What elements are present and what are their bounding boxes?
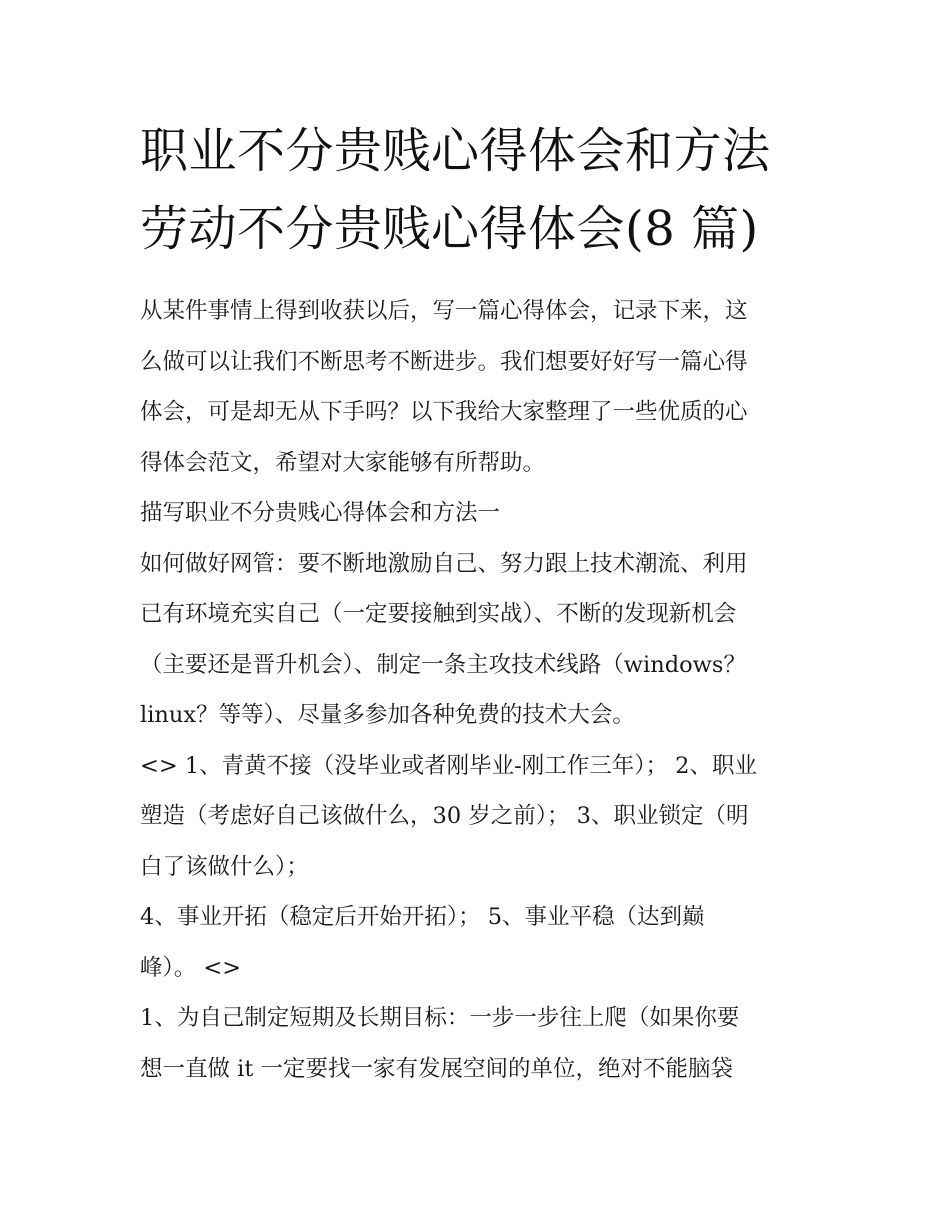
document-page <box>140 112 820 1094</box>
document-body <box>140 286 820 1094</box>
body-line: 已有环境充实自己（一定要接触到实战）、不断的发现新机会 <box>140 601 737 627</box>
body-line: 么做可以让我们不断思考不断进步。我们想要好好写一篇心得 <box>140 348 748 375</box>
body-line: 如何做好网管：要不断地激励自己、努力跟上技术潮流、利用 <box>140 550 748 577</box>
title-line: 职业不分贵贱心得体会和方法 <box>140 123 771 179</box>
body-line: linux？等等）、尽量多参加各种免费的技术大会。 <box>140 702 635 728</box>
body-line: 体会，可是却无从下手吗？以下我给大家整理了一些优质的心 <box>140 399 748 425</box>
document-title <box>140 112 820 268</box>
body-line: （主要还是晋升机会）、制定一条主攻技术线路（windows？ <box>140 651 746 678</box>
body-line: 白了该做什么）； <box>140 853 309 880</box>
title-line: 劳动不分贵贱心得体会(8 篇) <box>140 201 759 257</box>
body-line: <> 1、青黄不接（没毕业或者刚毕业-刚工作三年）； 2、职业 <box>140 752 757 779</box>
body-line: 1、为自己制定短期及长期目标：一步一步往上爬（如果你要 <box>140 1005 740 1031</box>
section-heading: 描写职业不分贵贱心得体会和方法一 <box>140 500 501 526</box>
body-line: 塑造（考虑好自己该做什么，30 岁之前）； 3、职业锁定（明 <box>140 803 749 829</box>
body-line: 想一直做 it 一定要找一家有发展空间的单位，绝对不能脑袋 <box>140 1055 734 1082</box>
body-line: 得体会范文，希望对大家能够有所帮助。 <box>140 449 546 476</box>
body-line: 从某件事情上得到收获以后，写一篇心得体会，记录下来，这 <box>140 298 748 324</box>
body-line: 峰）。 <> <box>140 954 242 981</box>
body-line: 4、事业开拓（稳定后开始开拓）； 5、事业平稳（达到巅 <box>140 904 705 930</box>
